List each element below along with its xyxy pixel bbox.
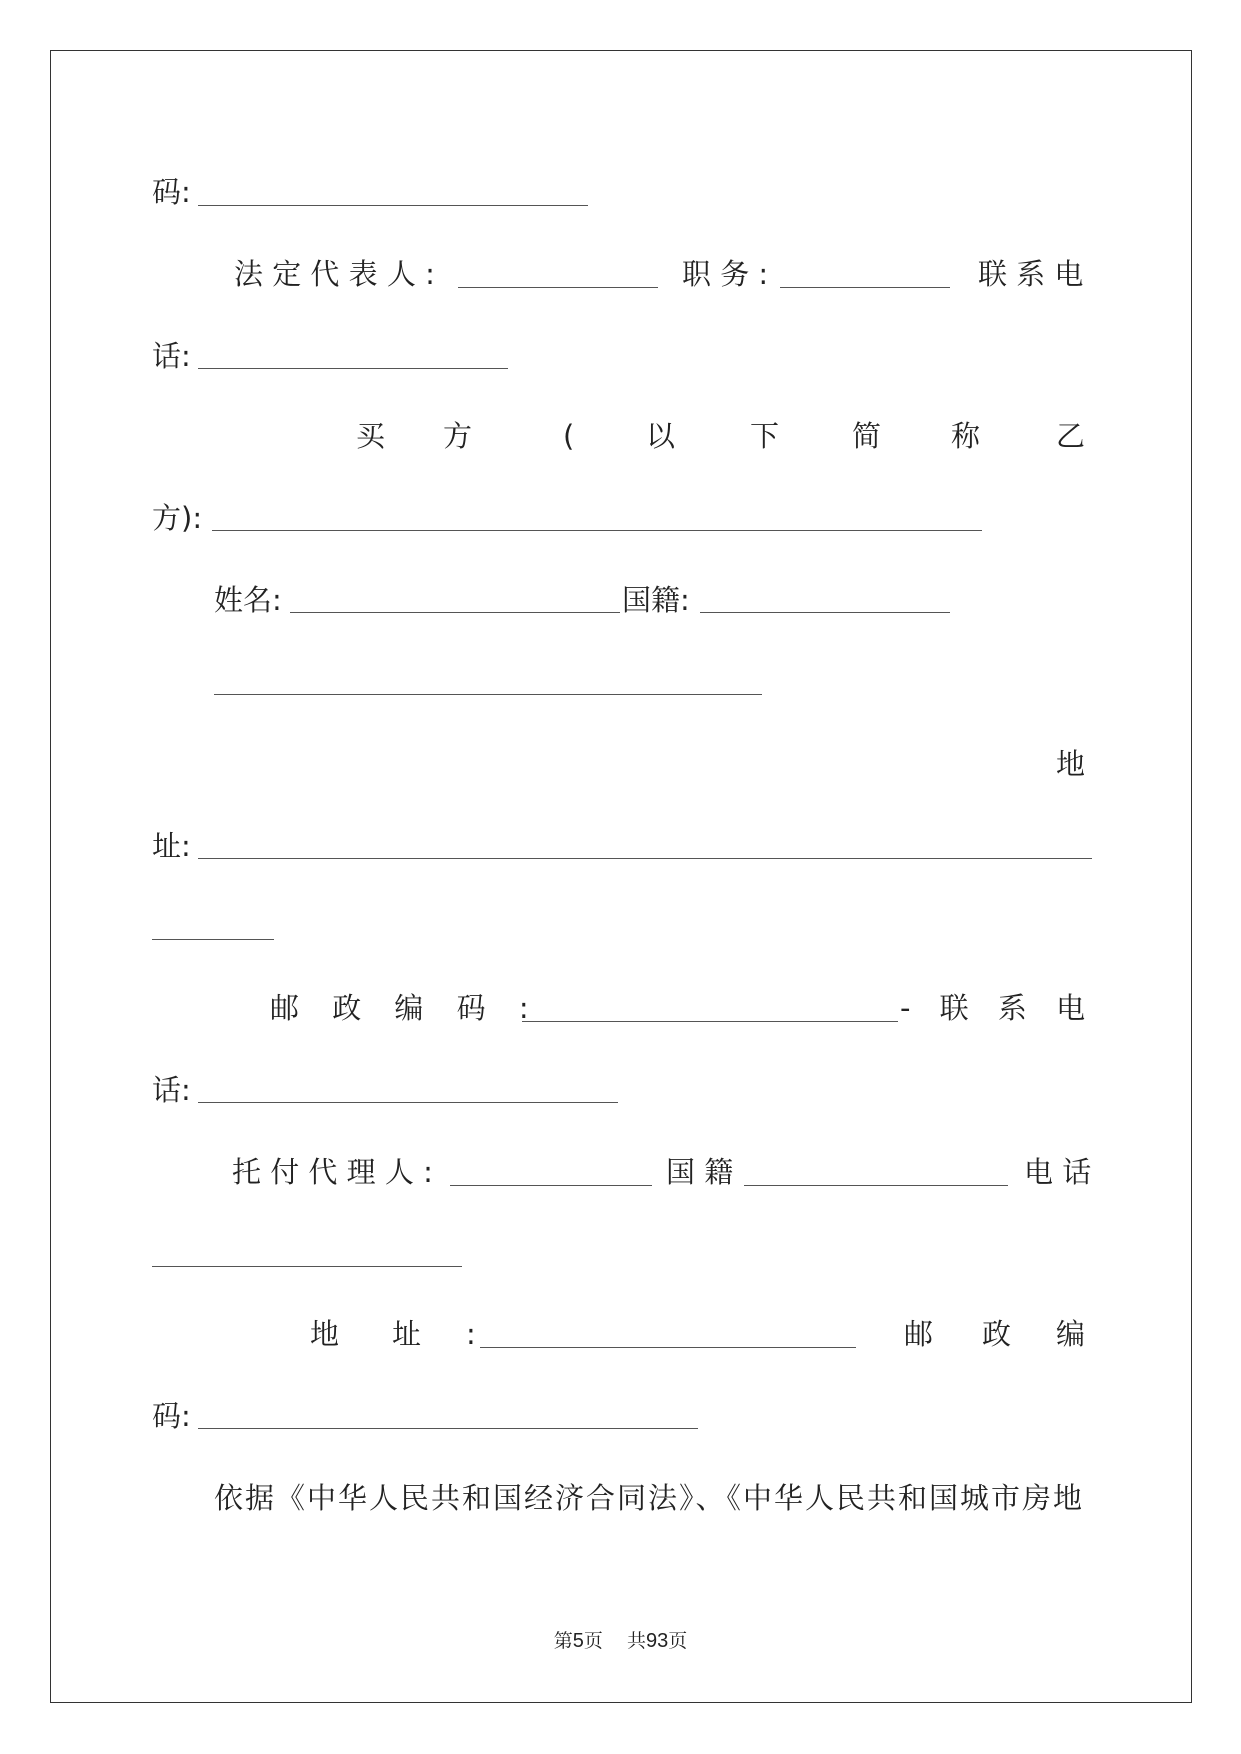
footer-mid: 页 (583, 1630, 603, 1652)
position-blank[interactable] (780, 287, 950, 288)
legal-basis-text: 依据《中华人民共和国经济合同法》、《中华人民共和国城市房地 (214, 1481, 1085, 1515)
agent-address-blank[interactable] (480, 1347, 856, 1348)
footer-prefix: 第 (553, 1630, 573, 1652)
buyer-heading-char: 买 (356, 419, 386, 453)
contact-phone-label-start: - 联 系 电 (900, 991, 1096, 1025)
agent-phone-label: 电 话 (1024, 1155, 1092, 1189)
footer-total-prefix: 共 (627, 1630, 647, 1652)
buyer-heading-char: 称 (951, 419, 981, 453)
legal-rep-label: 法 定 代 表 人 : (234, 257, 435, 291)
agent-postal-char: 编 (1056, 1317, 1086, 1351)
address-label-start: 地 (1056, 747, 1086, 781)
code-blank[interactable] (198, 205, 588, 206)
agent-code-label: 码: (152, 1399, 191, 1433)
agent-address-char: : (466, 1317, 476, 1351)
postal-code-blank[interactable] (522, 1021, 898, 1022)
extra-blank[interactable] (214, 694, 762, 695)
footer-page-number: 5 (572, 1630, 584, 1652)
name-blank[interactable] (290, 612, 620, 613)
nationality-label: 国籍: (622, 583, 690, 617)
phone-label-end: 话: (152, 1073, 191, 1107)
agent-nationality-blank[interactable] (744, 1185, 1008, 1186)
address-blank[interactable] (198, 858, 1092, 859)
page-footer (0, 1626, 1241, 1653)
agent-postal-char: 政 (982, 1317, 1012, 1351)
postal-code-label: 邮 政 编 码 : (270, 991, 541, 1025)
page-border (50, 50, 1192, 1703)
agent-phone-blank[interactable] (152, 1266, 462, 1267)
contact-phone-label-start: 联 系 电 (978, 257, 1084, 291)
footer-suffix: 页 (668, 1630, 688, 1652)
address-label-end: 址: (152, 829, 191, 863)
agent-label: 托 付 代 理 人 : (232, 1155, 433, 1189)
legal-rep-blank[interactable] (458, 287, 658, 288)
buyer-heading-char: 乙 (1056, 419, 1086, 453)
agent-nationality-label: 国 籍 (666, 1155, 734, 1189)
agent-address-char: 地 (310, 1317, 340, 1351)
footer-total-pages: 93 (646, 1630, 669, 1652)
buyer-heading-char: 以 (646, 419, 676, 453)
code-label: 码: (152, 175, 191, 209)
buyer-party-label: 方): (152, 501, 203, 535)
phone-blank[interactable] (198, 1102, 618, 1103)
address-blank-continued[interactable] (152, 939, 274, 940)
buyer-heading-char: 方 (443, 419, 473, 453)
phone-blank[interactable] (198, 368, 508, 369)
buyer-heading-char: ( (563, 419, 575, 453)
buyer-party-blank[interactable] (212, 530, 982, 531)
agent-code-blank[interactable] (198, 1428, 698, 1429)
agent-address-char: 址 (392, 1317, 422, 1351)
agent-postal-char: 邮 (904, 1317, 934, 1351)
position-label: 职 务 : (682, 257, 769, 291)
buyer-heading-char: 下 (750, 419, 780, 453)
name-label: 姓名: (214, 583, 282, 617)
phone-label-end: 话: (152, 339, 191, 373)
buyer-heading-char: 简 (852, 419, 882, 453)
agent-blank[interactable] (450, 1185, 652, 1186)
nationality-blank[interactable] (700, 612, 950, 613)
